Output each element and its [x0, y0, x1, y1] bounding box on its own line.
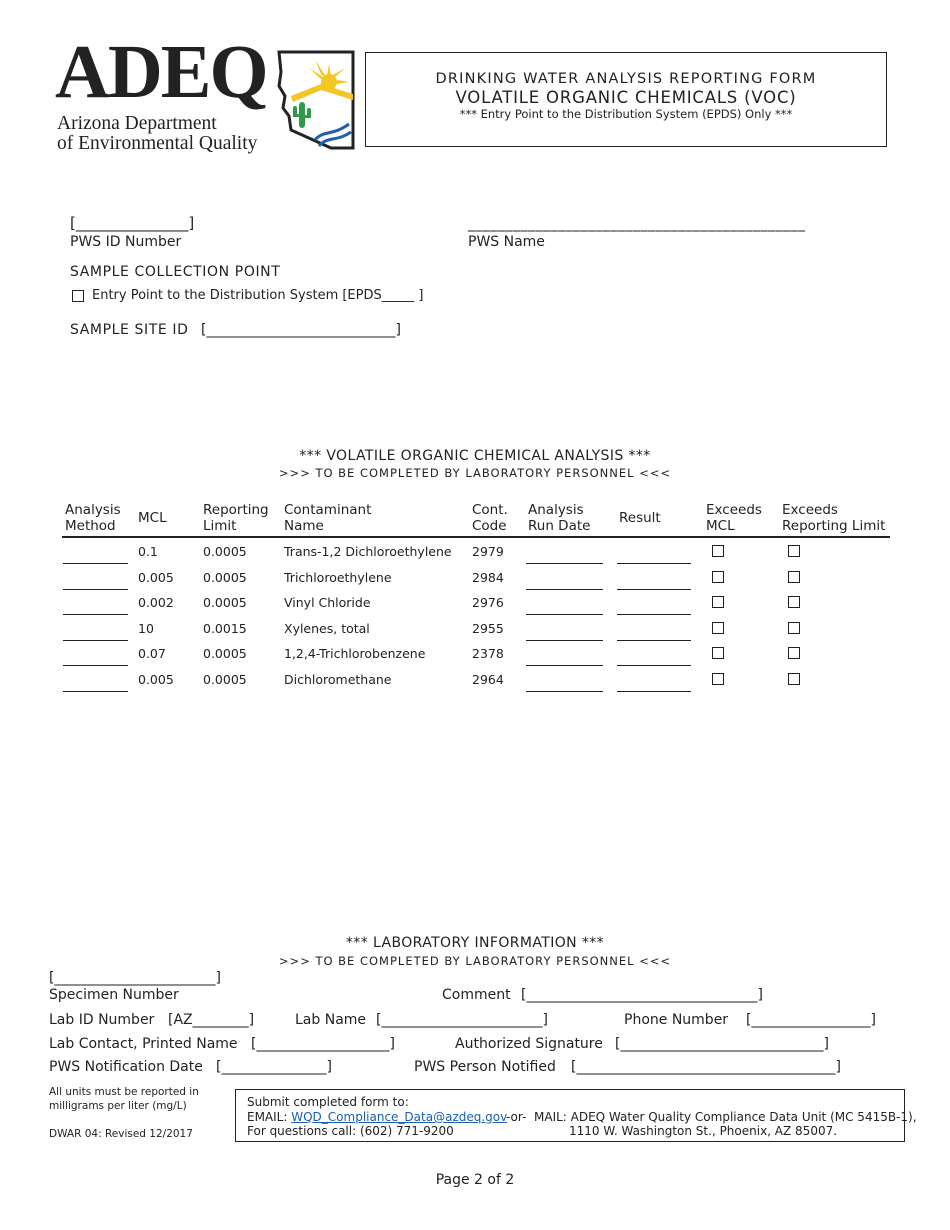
- col-exceeds-mcl: Exceeds MCL: [706, 502, 762, 534]
- units-note: All units must be reported in milligrams per liter (mg/L): [49, 1086, 199, 1112]
- reporting-limit-value: 0.0005: [203, 570, 247, 585]
- mcl-value: 0.1: [138, 544, 158, 559]
- pws-person-notified-input[interactable]: [_____________________________________]: [571, 1059, 841, 1075]
- authorized-signature-label: Authorized Signature: [455, 1036, 603, 1052]
- exceeds-reporting-limit-checkbox[interactable]: [788, 647, 800, 659]
- contaminant-name: Trichloroethylene: [284, 570, 392, 585]
- reporting-limit-value: 0.0005: [203, 672, 247, 687]
- phone-number-label: Phone Number: [624, 1012, 729, 1028]
- contaminant-code: 2955: [472, 621, 504, 636]
- exceeds-mcl-checkbox[interactable]: [712, 596, 724, 608]
- contaminant-code: 2378: [472, 646, 504, 661]
- pws-id-label: PWS ID Number: [70, 234, 182, 250]
- contaminant-code: 2976: [472, 595, 504, 610]
- lab-id-input[interactable]: [AZ________]: [168, 1012, 255, 1028]
- logo-wordmark: ADEQ: [55, 30, 267, 114]
- email-line: EMAIL: WQD_Compliance_Data@azdeq.gov: [247, 1110, 508, 1124]
- pws-name-input[interactable]: _____________________________________________: [468, 216, 806, 232]
- mcl-value: 0.005: [138, 570, 174, 585]
- analysis-method-input[interactable]: [63, 614, 128, 615]
- analysis-method-input[interactable]: [63, 589, 128, 590]
- col-mcl: MCL: [138, 510, 167, 526]
- pws-id-input[interactable]: [_______________]: [70, 214, 195, 232]
- sample-collection-heading: SAMPLE COLLECTION POINT: [70, 264, 281, 280]
- analysis-run-date-input[interactable]: [526, 589, 603, 590]
- specimen-number-label: Specimen Number: [49, 987, 179, 1003]
- mcl-value: 0.07: [138, 646, 166, 661]
- exceeds-reporting-limit-checkbox[interactable]: [788, 596, 800, 608]
- analysis-run-date-input[interactable]: [526, 665, 603, 666]
- reporting-limit-value: 0.0015: [203, 621, 247, 636]
- contaminant-name: Dichloromethane: [284, 672, 392, 687]
- result-input[interactable]: [617, 640, 691, 641]
- submit-heading: Submit completed form to:: [247, 1095, 409, 1109]
- form-revision: DWAR 04: Revised 12/2017: [49, 1128, 193, 1140]
- arizona-map-icon: [271, 50, 355, 150]
- logo-line-2: of Environmental Quality: [57, 133, 258, 154]
- lab-id-label: Lab ID Number: [49, 1012, 155, 1028]
- lab-contact-input[interactable]: [___________________]: [251, 1036, 395, 1052]
- contaminant-code: 2964: [472, 672, 504, 687]
- exceeds-reporting-limit-checkbox[interactable]: [788, 622, 800, 634]
- col-cont-code: Cont. Code: [472, 502, 508, 534]
- lab-name-label: Lab Name: [295, 1012, 367, 1028]
- pws-notification-date-label: PWS Notification Date: [49, 1059, 203, 1075]
- contaminant-name: Vinyl Chloride: [284, 595, 371, 610]
- reporting-limit-value: 0.0005: [203, 544, 247, 559]
- mail-address-line-1: MAIL: ADEQ Water Quality Compliance Data Unit (MC 5415B-1),: [534, 1110, 917, 1124]
- form-title: DRINKING WATER ANALYSIS REPORTING FORM: [435, 71, 817, 87]
- result-input[interactable]: [617, 665, 691, 666]
- mail-address-line-2: 1110 W. Washington St., Phoenix, AZ 85007.: [569, 1124, 838, 1138]
- exceeds-mcl-checkbox[interactable]: [712, 545, 724, 557]
- analysis-run-date-input[interactable]: [526, 563, 603, 564]
- analysis-method-input[interactable]: [63, 640, 128, 641]
- pws-name-label: PWS Name: [468, 234, 545, 250]
- exceeds-reporting-limit-checkbox[interactable]: [788, 571, 800, 583]
- analysis-method-input[interactable]: [63, 563, 128, 564]
- email-link[interactable]: WQD_Compliance_Data@azdeq.gov: [291, 1110, 508, 1124]
- exceeds-reporting-limit-checkbox[interactable]: [788, 545, 800, 557]
- submission-info-box: [235, 1089, 917, 1142]
- lab-name-input[interactable]: [_______________________]: [376, 1012, 548, 1028]
- contaminant-name: Xylenes, total: [284, 621, 370, 636]
- exceeds-mcl-checkbox[interactable]: [712, 622, 724, 634]
- specimen-number-input[interactable]: [_______________________]: [49, 970, 221, 986]
- exceeds-mcl-checkbox[interactable]: [712, 673, 724, 685]
- comment-input[interactable]: [_________________________________]: [521, 987, 763, 1003]
- form-subtitle: VOLATILE ORGANIC CHEMICALS (VOC): [455, 88, 797, 108]
- page-number: Page 2 of 2: [435, 1172, 515, 1188]
- lab-contact-label: Lab Contact, Printed Name: [49, 1036, 238, 1052]
- form-header: [365, 52, 887, 147]
- analysis-title: *** VOLATILE ORGANIC CHEMICAL ANALYSIS ***: [299, 448, 651, 464]
- table-header-rule: [62, 536, 890, 538]
- adeq-logo: [55, 30, 355, 154]
- mcl-value: 10: [138, 621, 154, 636]
- exceeds-reporting-limit-checkbox[interactable]: [788, 673, 800, 685]
- pws-person-notified-label: PWS Person Notified: [414, 1059, 556, 1075]
- result-input[interactable]: [617, 614, 691, 615]
- sample-site-id-input[interactable]: [___________________________]: [201, 322, 401, 338]
- result-input[interactable]: [617, 589, 691, 590]
- form-scope-note: *** Entry Point to the Distribution System (EPDS) Only ***: [459, 107, 793, 122]
- col-analysis-method: Analysis Method: [65, 502, 121, 534]
- mcl-value: 0.005: [138, 672, 174, 687]
- col-reporting-limit: Reporting Limit: [203, 502, 269, 534]
- sample-site-id-label: SAMPLE SITE ID: [70, 322, 189, 338]
- authorized-signature-input[interactable]: [_____________________________]: [615, 1036, 829, 1052]
- col-exceeds-reporting-limit: Exceeds Reporting Limit: [782, 502, 886, 534]
- analysis-method-input[interactable]: [63, 665, 128, 666]
- col-analysis-run-date: Analysis Run Date: [528, 502, 591, 534]
- contaminant-name: Trans-1,2 Dichloroethylene: [284, 544, 452, 559]
- epds-option-label: Entry Point to the Distribution System [EPDS_____ ]: [92, 288, 424, 303]
- col-result: Result: [619, 510, 661, 526]
- contaminant-code: 2979: [472, 544, 504, 559]
- questions-phone: For questions call: (602) 771-9200: [247, 1124, 454, 1138]
- exceeds-mcl-checkbox[interactable]: [712, 647, 724, 659]
- phone-number-input[interactable]: [_________________]: [746, 1012, 876, 1028]
- epds-checkbox[interactable]: [72, 290, 84, 302]
- exceeds-mcl-checkbox[interactable]: [712, 571, 724, 583]
- lab-info-title: *** LABORATORY INFORMATION ***: [345, 935, 605, 951]
- reporting-limit-value: 0.0005: [203, 646, 247, 661]
- analysis-run-date-input[interactable]: [526, 614, 603, 615]
- analysis-run-date-input[interactable]: [526, 640, 603, 641]
- logo-line-1: Arizona Department: [57, 113, 217, 134]
- mcl-value: 0.002: [138, 595, 174, 610]
- comment-label: Comment: [442, 987, 511, 1003]
- pws-notification-date-input[interactable]: [_______________]: [216, 1059, 332, 1075]
- analysis-method-input[interactable]: [63, 691, 128, 692]
- or-separator: -or-: [506, 1110, 527, 1124]
- analysis-run-date-input[interactable]: [526, 691, 603, 692]
- lab-info-subtitle: >>> TO BE COMPLETED BY LABORATORY PERSONNEL <<<: [278, 954, 672, 968]
- reporting-limit-value: 0.0005: [203, 595, 247, 610]
- analysis-subtitle: >>> TO BE COMPLETED BY LABORATORY PERSONNEL <<<: [278, 466, 672, 480]
- contaminant-name: 1,2,4-Trichlorobenzene: [284, 646, 426, 661]
- result-input[interactable]: [617, 691, 691, 692]
- contaminant-code: 2984: [472, 570, 504, 585]
- col-contaminant-name: Contaminant Name: [284, 502, 372, 534]
- result-input[interactable]: [617, 563, 691, 564]
